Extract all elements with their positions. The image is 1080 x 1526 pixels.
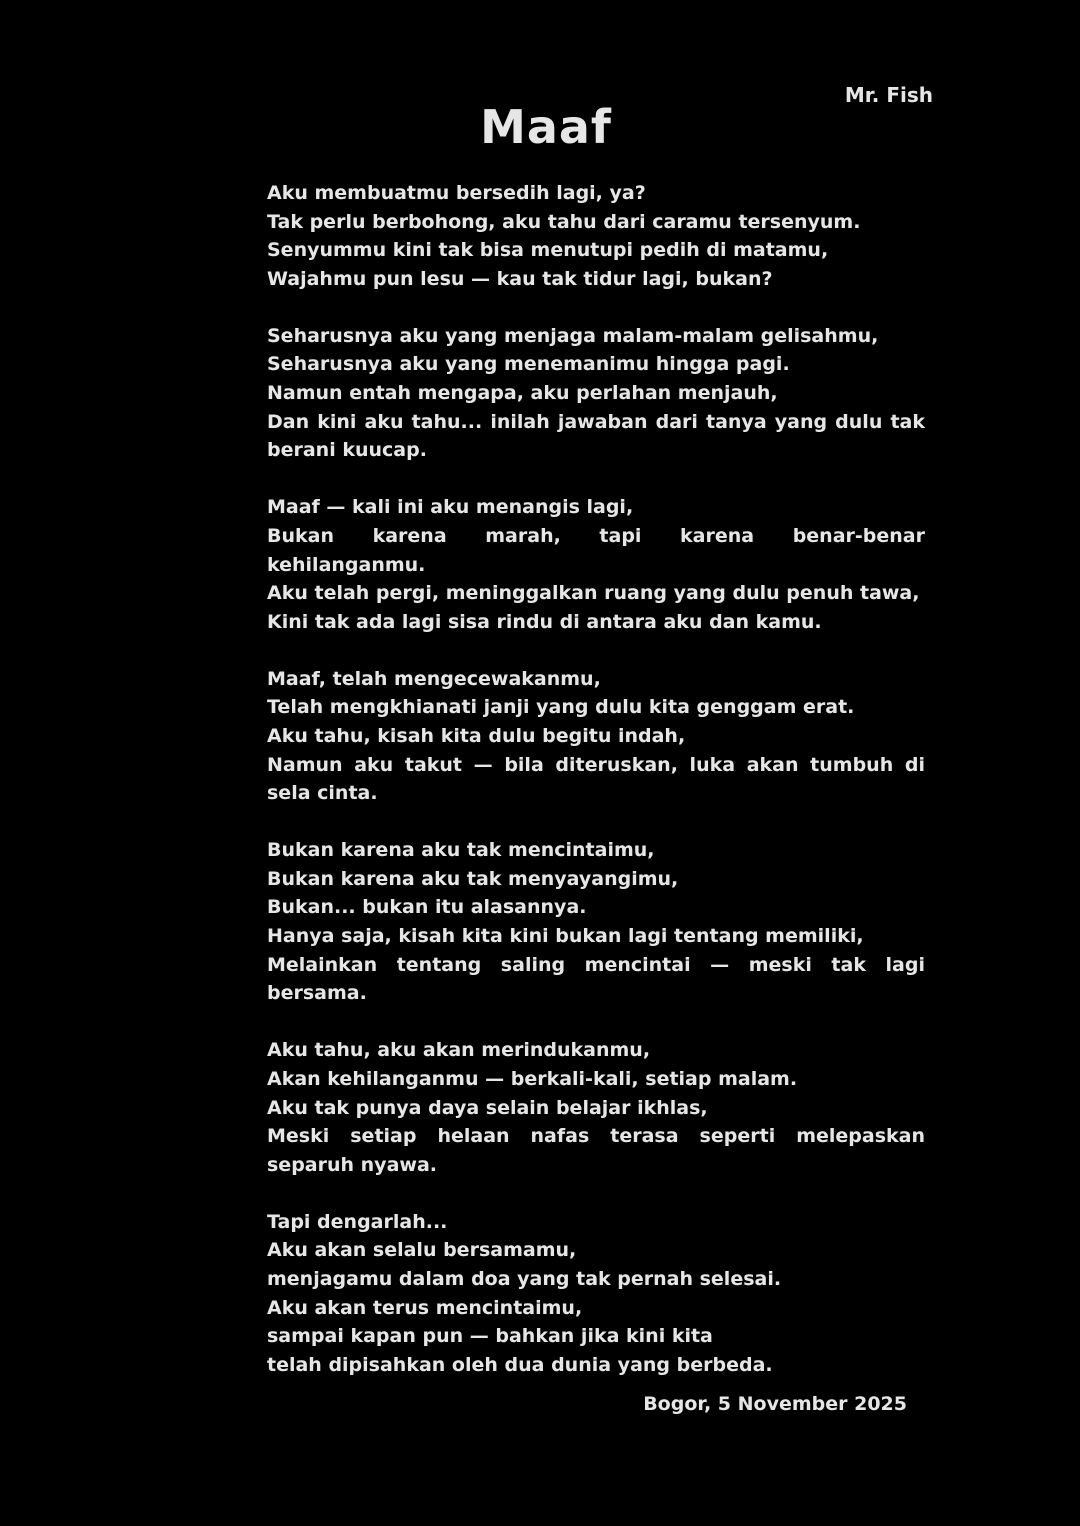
poem-body bbox=[267, 179, 925, 1408]
poem-line: Bukan... bukan itu alasannya. bbox=[267, 896, 587, 919]
poem-line: Aku telah pergi, meninggalkan ruang yang dulu penuh tawa, bbox=[267, 582, 920, 605]
poem-line: Tak perlu berbohong, aku tahu dari caramu tersenyum. bbox=[267, 210, 861, 233]
poem-line: telah dipisahkan oleh dua dunia yang berbeda. bbox=[267, 1353, 773, 1376]
poem-line: Maaf — kali ini aku menangis lagi, bbox=[267, 496, 634, 519]
author-name: Mr. Fish bbox=[844, 83, 933, 107]
poem-line: Hanya saja, kisah kita kini bukan lagi tentang memiliki, bbox=[267, 925, 864, 948]
poem-line: Kini tak ada lagi sisa rindu di antara aku dan kamu. bbox=[267, 610, 822, 633]
poem-line: Senyummu kini tak bisa menutupi pedih di matamu, bbox=[267, 239, 829, 262]
poem-line: Aku tahu, aku akan merindukanmu, bbox=[267, 1039, 651, 1062]
poem-line: Aku akan terus mencintaimu, bbox=[267, 1296, 583, 1319]
poem-title: Maaf bbox=[480, 100, 612, 154]
poem-line: Namun aku takut — bila diteruskan, luka akan tumbuh di sela cinta. bbox=[267, 753, 925, 805]
poem-line: Meski setiap helaan nafas terasa seperti melepaskan separuh nyawa. bbox=[267, 1125, 925, 1176]
stanza bbox=[267, 836, 925, 1008]
poem-line: Tapi dengarlah... bbox=[267, 1210, 448, 1233]
poem-line: Telah mengkhianati janji yang dulu kita genggam erat. bbox=[267, 696, 855, 719]
poem-line: Aku membuatmu bersedih lagi, ya? bbox=[267, 182, 646, 204]
poem-line: sampai kapan pun — bahkan jika kini kita bbox=[267, 1325, 713, 1348]
poem-line: Maaf, telah mengecewakanmu, bbox=[267, 667, 601, 690]
poem-line: Akan kehilanganmu — berkali-kali, setiap malam. bbox=[267, 1067, 798, 1090]
poem-line: menjagamu dalam doa yang tak pernah selesai. bbox=[267, 1268, 782, 1290]
stanza bbox=[267, 493, 925, 636]
signoff-place-date: Bogor, 5 November 2025 bbox=[643, 1393, 907, 1415]
stanza bbox=[267, 322, 925, 465]
poem-line: Namun entah mengapa, aku perlahan menjauh, bbox=[267, 382, 778, 405]
poem-line: Aku tak punya daya selain belajar ikhlas, bbox=[267, 1096, 708, 1119]
poem-line: Seharusnya aku yang menjaga malam-malam gelisahmu, bbox=[267, 324, 879, 347]
poem-line: Bukan karena marah, tapi karena benar-benar kehilanganmu. bbox=[267, 524, 925, 576]
poem-line: Melainkan tentang saling mencintai — meski tak lagi bersama. bbox=[267, 953, 925, 1005]
poem-line: Bukan karena aku tak menyayangimu, bbox=[267, 867, 679, 890]
poem-line: Aku tahu, kisah kita dulu begitu indah, bbox=[267, 725, 686, 747]
stanza bbox=[267, 179, 925, 293]
poem-line: Wajahmu pun lesu — kau tak tidur lagi, bukan? bbox=[267, 267, 773, 290]
stanza bbox=[267, 1036, 925, 1179]
stanza bbox=[267, 1208, 925, 1380]
poem-line: Dan kini aku tahu... inilah jawaban dari tanya yang dulu tak berani kuucap. bbox=[267, 410, 925, 462]
poem-line: Seharusnya aku yang menemanimu hingga pagi. bbox=[267, 353, 790, 376]
stanza bbox=[267, 665, 925, 808]
poem-line: Aku akan selalu bersamamu, bbox=[267, 1239, 577, 1262]
poem-line: Bukan karena aku tak mencintaimu, bbox=[267, 839, 655, 862]
